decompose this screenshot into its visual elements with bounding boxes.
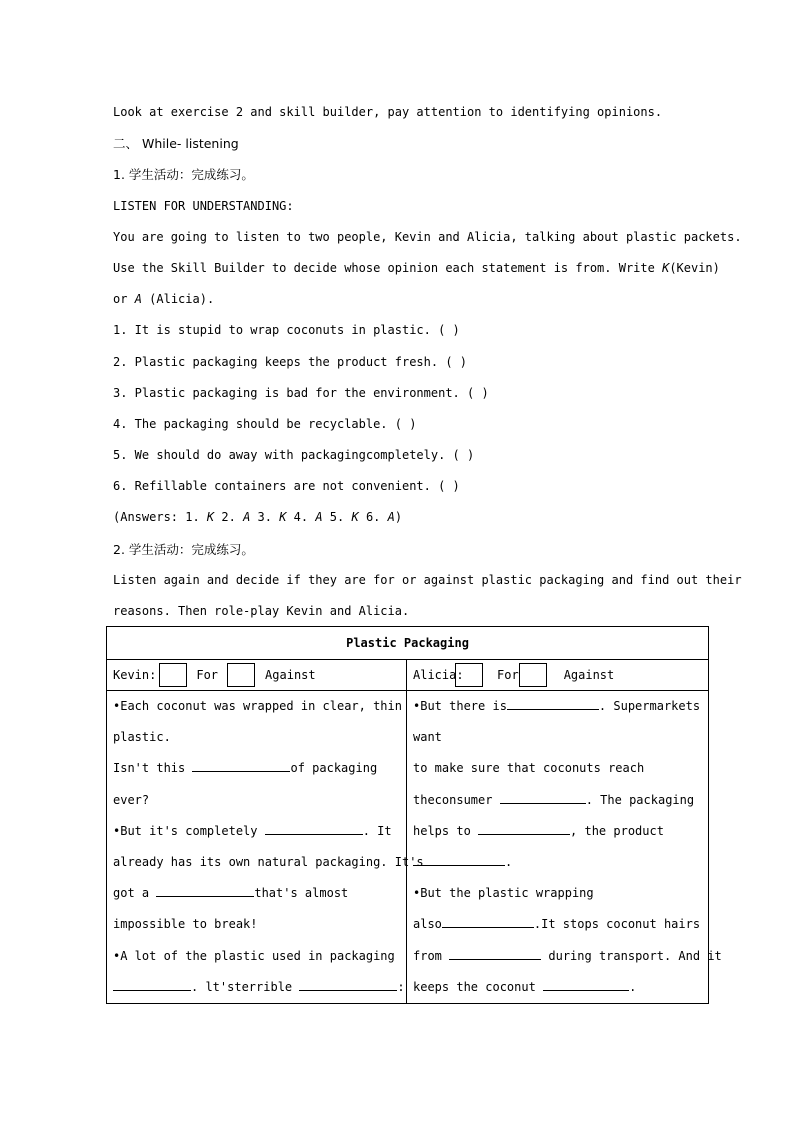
instructions-line-2: Use the Skill Builder to decide whose opinion each statement is from. Write K(Kevin) [113, 260, 720, 275]
blank-field[interactable] [192, 757, 290, 772]
kevin-header-cell [107, 660, 407, 691]
kevin-line: Isn't this of packaging [113, 753, 400, 784]
kevin-line: •But it's completely . It [113, 816, 400, 847]
statement-6: 6. Refillable containers are not convenient. ( ) [113, 479, 460, 494]
intro-text: Look at exercise 2 and skill builder, pay attention to identifying opinions. [113, 105, 663, 119]
alicia-line: •But there is . Supermarkets [413, 691, 702, 722]
blank-field[interactable] [299, 976, 397, 991]
kevin-line: impossible to break! [113, 917, 258, 932]
kevin-against-label: Against [265, 668, 316, 682]
alicia-for-label: For [497, 668, 519, 682]
blank-field[interactable] [113, 976, 191, 991]
alicia-line: to make sure that coconuts reach [413, 761, 645, 776]
alicia-line: keeps the coconut . [413, 972, 702, 1003]
statement-5: 5. We should do away with packagingcompletely. ( ) [113, 448, 475, 463]
instructions-line-3: or A (Alicia). [113, 292, 215, 307]
kevin-against-checkbox[interactable] [227, 663, 255, 687]
blank-field[interactable] [507, 695, 599, 710]
kevin-line: . lt'sterrible : [113, 972, 400, 1003]
alicia-line: want [413, 730, 442, 745]
kevin-line: •Each coconut was wrapped in clear, thin [113, 699, 402, 713]
alicia-line: also .It stops coconut hairs [413, 909, 702, 940]
kevin-line: got a that's almost [113, 878, 400, 909]
alicia-against-label: Against [563, 668, 615, 682]
plastic-packaging-table [106, 626, 722, 1004]
alicia-for-checkbox[interactable] [455, 663, 483, 687]
blank-field[interactable] [156, 882, 254, 897]
alicia-line: theconsumer . The packaging [413, 785, 702, 816]
listen-again-line-1: Listen again and decide if they are for or against plastic packaging and find out their [113, 572, 742, 587]
blank-field[interactable] [265, 820, 363, 835]
alicia-line: helps to , the product [413, 816, 702, 847]
kevin-reasons-cell [107, 691, 424, 1004]
blank-field[interactable] [449, 945, 541, 960]
kevin-line: plastic. [113, 730, 171, 745]
section-heading: 二、 While- listening [113, 136, 239, 152]
activity-1-heading: 1. 学生活动：完成练习。 [113, 167, 254, 183]
answers-line: (Answers: 1. K 2. A 3. K 4. A 5. K 6. A) [113, 510, 403, 525]
alicia-line: •But the plastic wrapping [413, 886, 594, 901]
blank-field[interactable] [413, 851, 505, 866]
blank-field[interactable] [442, 913, 534, 928]
alicia-header-cell [407, 660, 709, 691]
alicia-line: from during transport. And it [413, 941, 702, 972]
kevin-line: •A lot of the plastic used in packaging [113, 948, 395, 963]
alicia-reasons-cell [407, 691, 722, 1004]
statement-2: 2. Plastic packaging keeps the product fresh. ( ) [113, 354, 468, 369]
listen-again-line-2: reasons. Then role-play Kevin and Alicia. [113, 604, 410, 618]
kevin-for-checkbox[interactable] [159, 663, 187, 687]
alicia-against-checkbox[interactable] [519, 663, 547, 687]
statement-3: 3. Plastic packaging is bad for the environment. ( ) [113, 385, 489, 400]
blank-field[interactable] [500, 789, 586, 804]
alicia-label: Alicia: [413, 668, 464, 682]
kevin-label: Kevin: [113, 668, 157, 682]
instructions-line-1: You are going to listen to two people, Kevin and Alicia, talking about plastic packets. [113, 229, 742, 244]
blank-field[interactable] [543, 976, 629, 991]
statement-4: 4. The packaging should be recyclable. ( ) [113, 416, 417, 431]
kevin-line: ever? [113, 792, 150, 807]
document-body [113, 97, 742, 627]
blank-field[interactable] [478, 820, 570, 835]
alicia-line: . [413, 847, 702, 878]
kevin-line: already has its own natural packaging. It's [113, 854, 424, 869]
kevin-for-label: For [196, 668, 219, 682]
activity-2-heading: 2. 学生活动：完成练习。 [113, 541, 254, 557]
table-title: Plastic Packaging [107, 627, 709, 660]
listen-heading: LISTEN FOR UNDERSTANDING: [113, 198, 294, 213]
statement-1: 1. It is stupid to wrap coconuts in plastic. ( ) [113, 323, 460, 338]
